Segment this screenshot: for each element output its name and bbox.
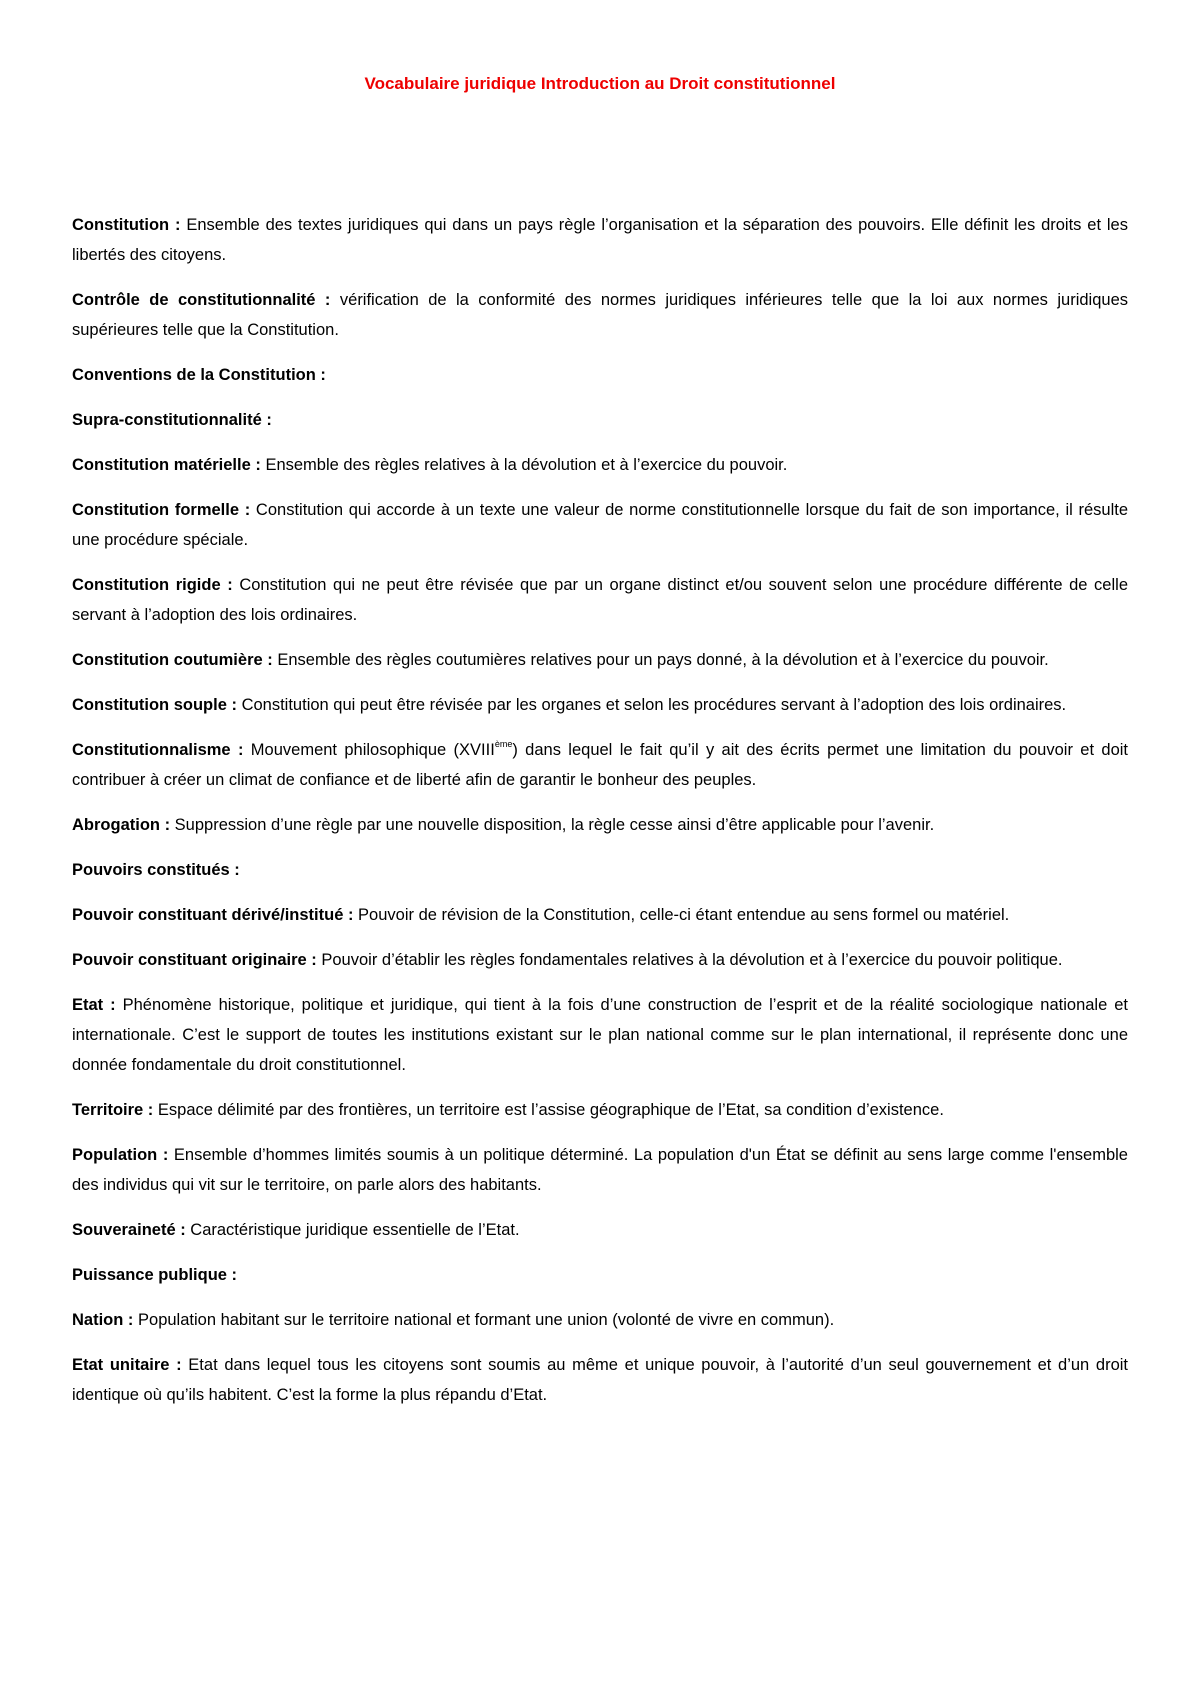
glossary-entry-controle-constitutionnalite xyxy=(72,285,1128,345)
glossary-entry-pouvoirs-constitues xyxy=(72,855,1128,885)
entry-term: Constitution xyxy=(72,216,170,234)
glossary-entry-constitution-formelle xyxy=(72,495,1128,555)
entry-term: Territoire xyxy=(72,1101,144,1119)
glossary-entry-conventions-constitution xyxy=(72,360,1128,390)
entry-definition: Constitution qui ne peut être révisée que par un organe distinct et/ou souvent selon une procédure différente de celle servant à l’adoption des lois ordinaires. xyxy=(72,576,1128,624)
entry-term: Etat unitaire xyxy=(72,1356,170,1374)
entry-definition: Etat dans lequel tous les citoyens sont soumis au même et unique pouvoir, à l’autorité d’un seul gouvernement et d’un droit identique où qu’ils habitent. C’est la forme la plus répandu d’Etat. xyxy=(72,1356,1129,1404)
entry-separator: : xyxy=(226,1266,238,1284)
entry-definition: Ensemble des règles relatives à la dévolution et à l’exercice du pouvoir. xyxy=(265,456,788,474)
entry-term: Constitution rigide xyxy=(72,576,221,594)
entry-separator: : xyxy=(343,906,359,924)
entry-term: Contrôle de constitutionnalité xyxy=(72,291,316,309)
entry-definition: Constitution qui accorde à un texte une valeur de norme constitutionnelle lorsque du fait de son importance, il résulte une procédure spéciale. xyxy=(72,501,1128,549)
entry-definition: Pouvoir de révision de la Constitution, celle-ci étant entendue au sens formel ou matériel. xyxy=(358,906,1010,924)
glossary-entry-population xyxy=(72,1140,1128,1200)
entry-term: Pouvoir constituant originaire xyxy=(72,951,307,969)
entry-definition: Pouvoir d’établir les règles fondamentales relatives à la dévolution et à l’exercice du pouvoir politique. xyxy=(321,951,1063,969)
entry-term: Supra-constitutionnalité xyxy=(72,411,262,429)
entry-definition: Phénomène historique, politique et juridique, qui tient à la fois d’une construction de l’esprit et de la réalité sociologique nationale et internationale. C’est le support de toutes les institutions existant sur le plan national comme sur le plan international, il représente donc une donnée fondamentale du droit constitutionnel. xyxy=(72,996,1128,1074)
entry-definition: vérification de la conformité des normes juridiques inférieures telle que la loi aux normes juridiques supérieures telle que la Constitution. xyxy=(72,291,1128,339)
glossary-entry-pouvoir-constituant-originaire xyxy=(72,945,1128,975)
glossary-entry-etat-unitaire xyxy=(72,1350,1128,1410)
entry-separator: : xyxy=(229,861,240,879)
glossary-entry-nation xyxy=(72,1305,1128,1335)
entry-term: Pouvoirs constitués xyxy=(72,861,230,879)
entry-separator: : xyxy=(103,996,123,1014)
entry-separator: : xyxy=(262,651,278,669)
entry-term: Conventions de la Constitution xyxy=(72,366,316,384)
entry-definition: Espace délimité par des frontières, un territoire est l’assise géographique de l’Etat, sa condition d’existence. xyxy=(157,1101,944,1119)
entry-term: Constitution souple xyxy=(72,696,227,714)
entry-term: Pouvoir constituant dérivé/institué xyxy=(72,906,344,924)
entry-term: Population xyxy=(72,1146,158,1164)
entry-separator: : xyxy=(315,366,326,384)
entry-term: Constitution matérielle xyxy=(72,456,251,474)
entry-definition: Ensemble des textes juridiques qui dans un pays règle l’organisation et la séparation des pouvoirs. Elle définit les droits et les libertés des citoyens. xyxy=(72,216,1128,264)
entry-term: Souveraineté xyxy=(72,1221,176,1239)
glossary-entry-souverainete xyxy=(72,1215,1128,1245)
entry-definition: Ensemble d’hommes limités soumis à un politique déterminé. La population d'un État se définit au sens large comme l'ensemble des individus qui vit sur le territoire, on parle alors des habitants. xyxy=(72,1146,1128,1194)
glossary-entry-constitution-coutumiere xyxy=(72,645,1128,675)
entry-separator: : xyxy=(230,741,251,759)
entry-separator: : xyxy=(143,1101,158,1119)
glossary-entry-constitution-souple xyxy=(72,690,1128,720)
entry-definition: Suppression d’une règle par une nouvelle disposition, la règle cesse ainsi d’être applicable pour l’avenir. xyxy=(174,816,935,834)
entry-term: Nation xyxy=(72,1311,124,1329)
entry-definition-start: Mouvement philosophique (XVIII xyxy=(250,741,495,759)
entry-separator: : xyxy=(123,1311,139,1329)
entry-separator: : xyxy=(226,696,242,714)
entry-term: Constitution formelle xyxy=(72,501,240,519)
entry-separator: : xyxy=(239,501,256,519)
entry-definition: Constitution qui peut être révisée par les organes et selon les procédures servant à l’adoption des lois ordinaires. xyxy=(241,696,1067,714)
glossary-entry-constitution-materielle xyxy=(72,450,1128,480)
entry-separator: : xyxy=(250,456,266,474)
glossary-entry-constitution-rigide xyxy=(72,570,1128,630)
glossary-entry-puissance-publique xyxy=(72,1260,1128,1290)
document-title: Vocabulaire juridique Introduction au Droit constitutionnel xyxy=(364,74,836,93)
entry-separator: : xyxy=(315,291,340,309)
glossary-entry-supra-constitutionnalite xyxy=(72,405,1128,435)
entry-definition: Caractéristique juridique essentielle de l’Etat. xyxy=(190,1221,520,1239)
glossary-entry-etat xyxy=(72,990,1128,1080)
entry-separator: : xyxy=(157,1146,174,1164)
entry-separator: : xyxy=(175,1221,191,1239)
glossary-entry-pouvoir-constituant-derive xyxy=(72,900,1128,930)
entry-separator: : xyxy=(169,1356,189,1374)
entry-definition-end: ) dans lequel le fait qu’il y ait des écrits permet une limitation du pouvoir et doit contribuer à créer un climat de confiance et de liberté afin de garantir le bonheur des peuples. xyxy=(72,741,1129,789)
glossary-list xyxy=(72,210,1128,1410)
glossary-entry-abrogation xyxy=(72,810,1128,840)
entry-separator: : xyxy=(306,951,322,969)
entry-separator: : xyxy=(261,411,272,429)
entry-term: Etat xyxy=(72,996,104,1014)
entry-separator: : xyxy=(169,216,187,234)
entry-term: Constitutionnalisme xyxy=(72,741,231,759)
entry-definition: Ensemble des règles coutumières relatives pour un pays donné, à la dévolution et à l’exercice du pouvoir. xyxy=(277,651,1049,669)
entry-term: Abrogation xyxy=(72,816,160,834)
glossary-entry-constitution xyxy=(72,210,1128,270)
entry-term: Puissance publique xyxy=(72,1266,227,1284)
entry-term: Constitution coutumière xyxy=(72,651,263,669)
glossary-entry-territoire xyxy=(72,1095,1128,1125)
entry-definition: Population habitant sur le territoire national et formant une union (volonté de vivre en commun). xyxy=(138,1311,835,1329)
entry-separator: : xyxy=(220,576,240,594)
glossary-entry-constitutionnalisme xyxy=(72,735,1128,795)
entry-separator: : xyxy=(160,816,175,834)
century-superscript: ème xyxy=(494,739,513,749)
